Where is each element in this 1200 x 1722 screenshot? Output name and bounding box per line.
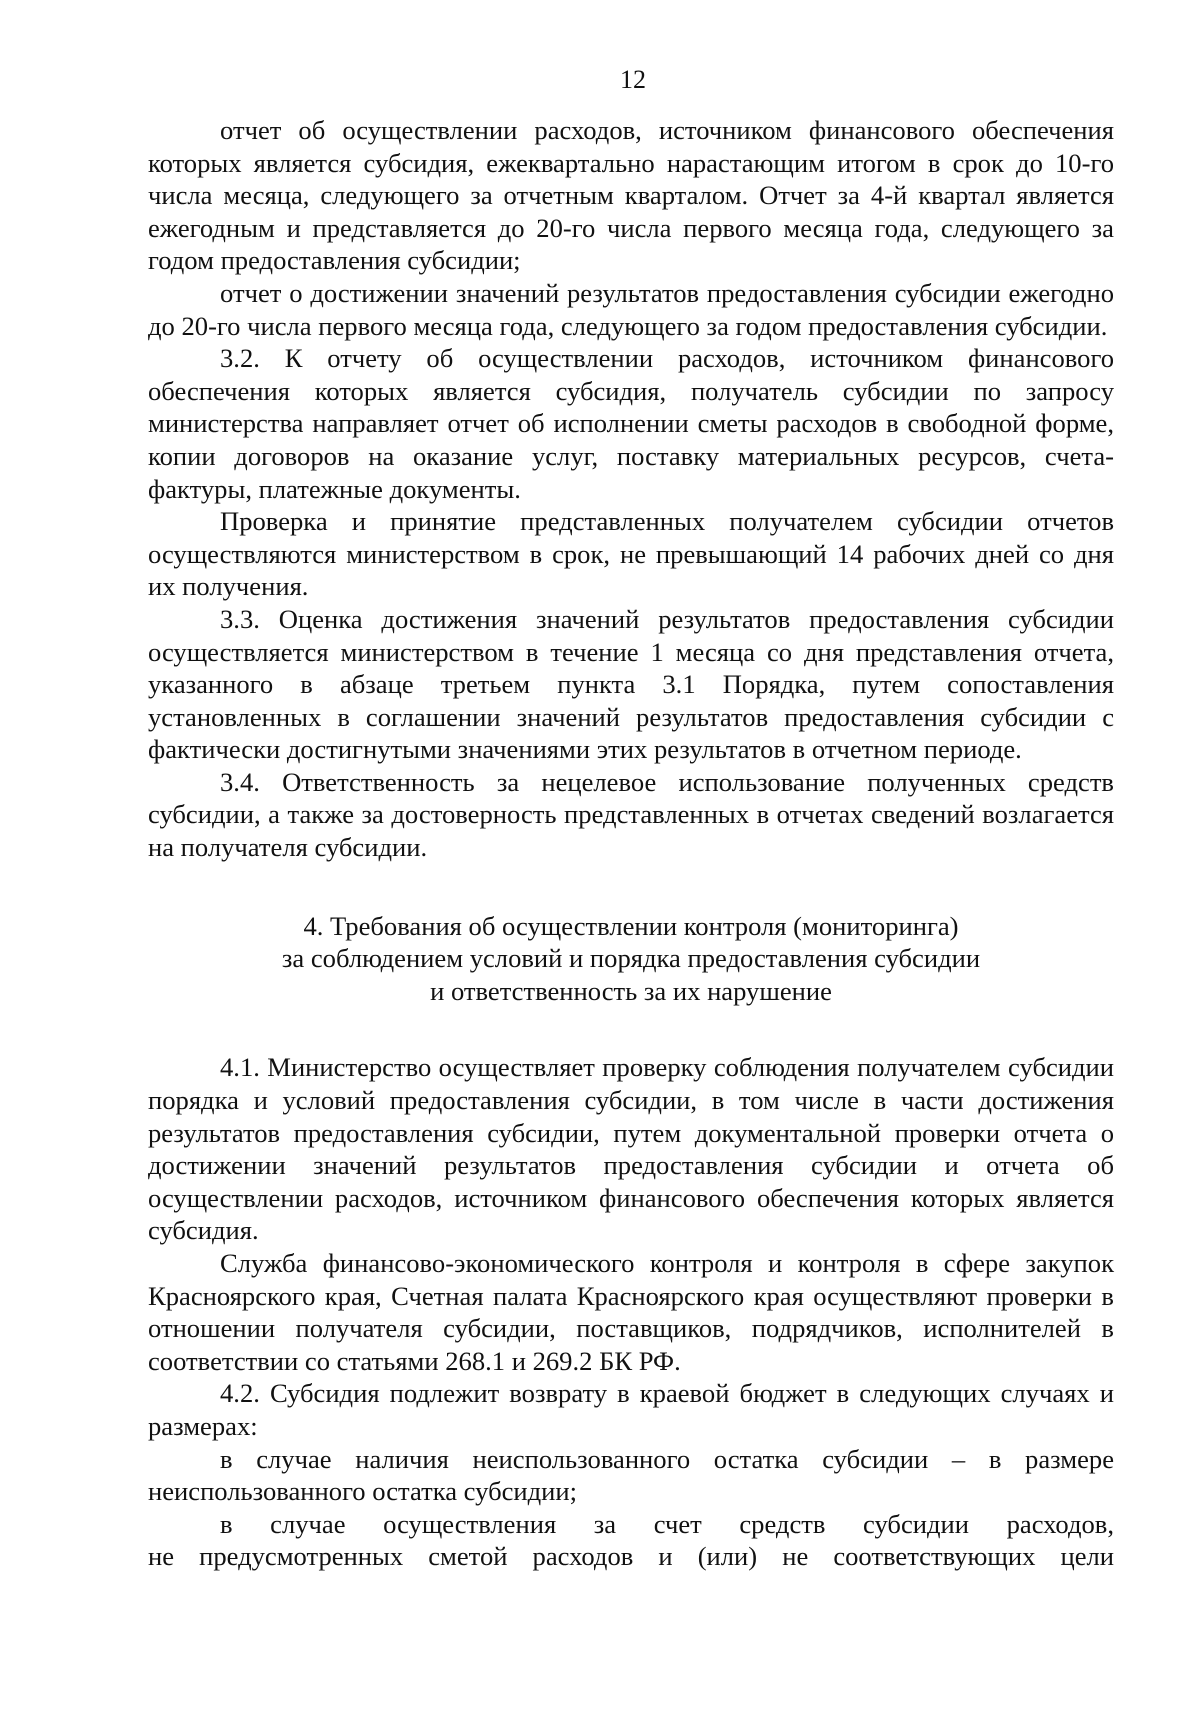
section-heading-line-2: за соблюдением условий и порядка предоставления субсидии: [281, 943, 981, 974]
paragraph-4-1: 4.1. Министерство осуществляет проверку соблюдения получателем субсидии порядка и условий предоставления субсидии, в том числе в части достижения результатов предоставления субсидии, путем документальной проверки отчета о достижении значений результатов предоставления субсидии и отчета об осуществлении расходов, источником финансового обеспечения которых является субсидия.: [148, 1052, 1114, 1246]
paragraph-unplanned-expenses: [148, 1508, 1114, 1573]
paragraph-3-3: 3.3. Оценка достижения значений результатов предоставления субсидии осуществляется министерством в течение 1 месяца со дня представления отчета, указанного в абзаце третьем пункта 3.1 Порядка, путем сопоставления установленных в соглашении значений результатов предоставления субсидии с фактически достигнутыми значениями этих результатов в отчетном периоде.: [148, 603, 1114, 765]
paragraph-3-2: 3.2. К отчету об осуществлении расходов, источником финансового обеспечения которых является субсидия, получатель субсидии по запросу министерства направляет отчет об исполнении сметы расходов в свободной форме, копии договоров на оказание услуг, поставку материальных ресурсов, счета-фактуры, платежные документы.: [148, 343, 1114, 504]
document-body: [148, 114, 1114, 1573]
page-number: 12: [620, 65, 646, 94]
paragraph-unused-balance: в случае наличия неиспользованного остатка субсидии – в размере неиспользованного остатка субсидии;: [148, 1443, 1114, 1507]
paragraph-report-results: отчет о достижении значений результатов предоставления субсидии ежегодно до 20-го числа первого месяца года, следующего за годом предоставления субсидии.: [148, 277, 1114, 341]
section-heading-line-3: и ответственность за их нарушение: [430, 975, 832, 1006]
section-heading-line-1: 4. Требования об осуществлении контроля (мониторинга): [303, 910, 959, 941]
paragraph-line-1: в случае осуществления за счет средств субсидии расходов,: [220, 1508, 1114, 1539]
section-4-heading: [148, 910, 1114, 1008]
paragraph-report-expenses: отчет об осуществлении расходов, источником финансового обеспечения которых является субсидия, ежеквартально нарастающим итогом в срок до 10-го числа месяца, следующего за отчетным кварталом. Отчет за 4-й квартал является ежегодным и представляется до 20-го числа первого месяца года, следующего за годом предоставления субсидии;: [148, 115, 1114, 276]
paragraph-4-2: 4.2. Субсидия подлежит возврату в краевой бюджет в следующих случаях и размерах:: [148, 1378, 1114, 1441]
paragraph-control-service: Служба финансово-экономического контроля и контроля в сфере закупок Красноярского края, Счетная палата Красноярского края осуществляют проверки в отношении получателя субсидии, поставщиков, подрядчиков, исполнителей в соответствии со статьями 268.1 и 269.2 БК РФ.: [148, 1248, 1114, 1376]
paragraph-report-check: Проверка и принятие представленных получателем субсидии отчетов осуществляются министерством в срок, не превышающий 14 рабочих дней со дня их получения.: [148, 506, 1114, 602]
paragraph-line-2: не предусмотренных сметой расходов и (или) не соответствующих цели: [148, 1541, 1114, 1572]
paragraph-3-4: 3.4. Ответственность за нецелевое использование полученных средств субсидии, а также за достоверность представленных в отчетах сведений возлагается на получателя субсидии.: [148, 766, 1114, 863]
